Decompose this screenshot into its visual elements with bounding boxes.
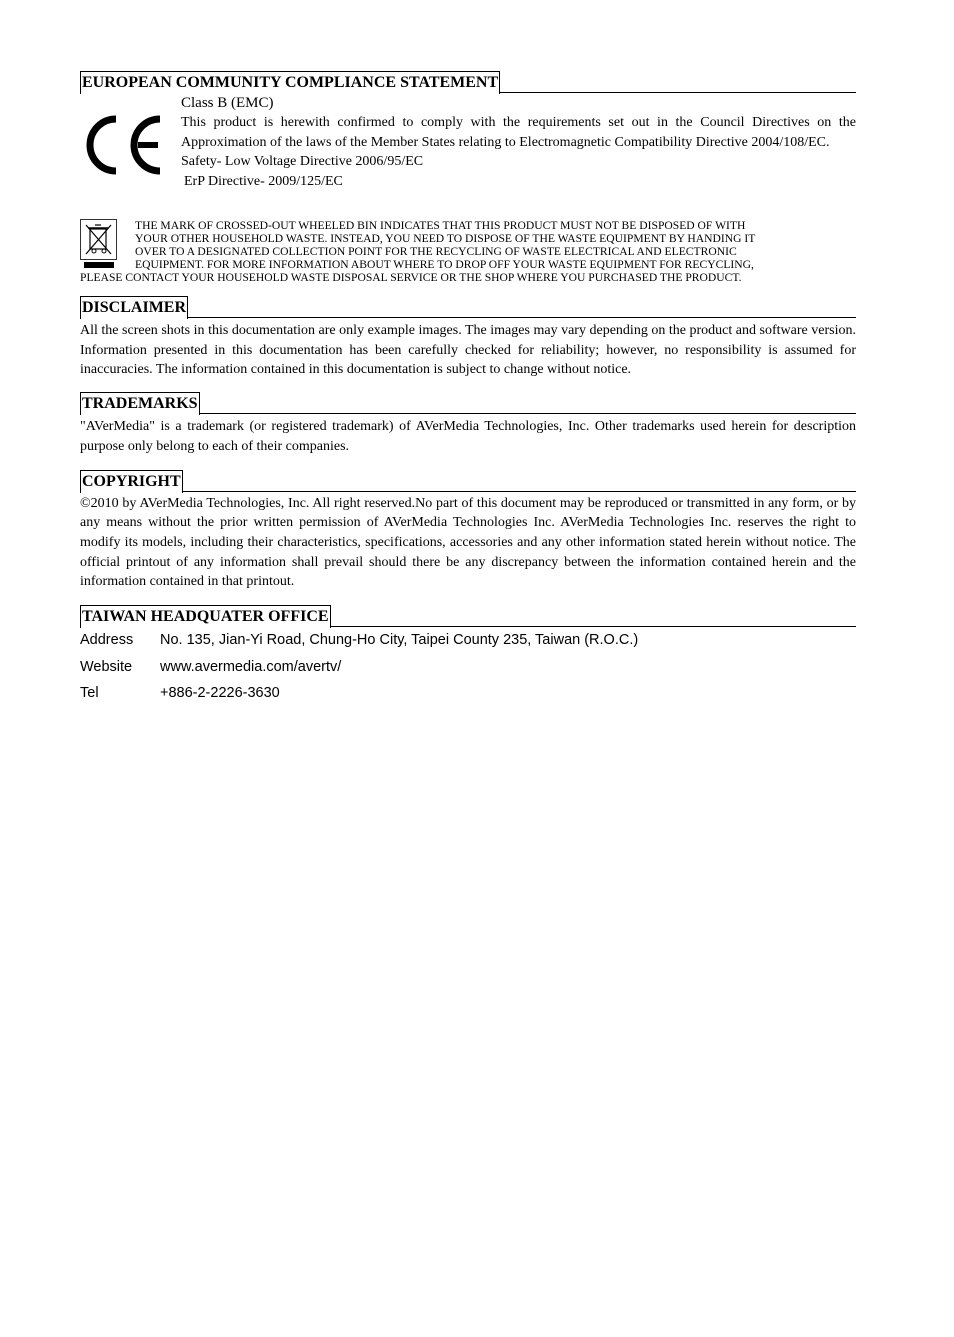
crossed-out-bin-icon: [80, 219, 118, 269]
contact-label: Address: [80, 632, 134, 649]
document-page: [80, 67, 856, 707]
weee-line-5: PLEASE CONTACT YOUR HOUSEHOLD WASTE DISPOSAL SERVICE OR THE SHOP WHERE YOU PURCHASED THE PRODUCT.: [80, 271, 742, 284]
trademarks-header: [80, 388, 856, 414]
copyright-section: [80, 466, 856, 593]
ec-erp: ErP Directive- 2009/125/EC: [184, 173, 343, 189]
contact-row-website: [80, 654, 856, 681]
ec-safety: Safety- Low Voltage Directive 2006/95/EC: [181, 154, 424, 169]
copyright-text: ©2010 by AVerMedia Technologies, Inc. All right reserved.No part of this document may be reproduced or transmitted in any form, or by any means without the prior written permission of AVerMedia Technologies Inc. AVerMedia Technologies Inc. reserves the right to modify its models, including their characteristics, specifications, accessories and any other information stated herein without notice. The official printout of any information shall prevail should there be any discrepancy between the information contained herein and the information contained in that printout.: [80, 495, 856, 590]
contact-value: +886-2-2226-3630: [160, 685, 280, 702]
trademarks-title: TRADEMARKS: [80, 392, 200, 415]
contact-row-address: [80, 627, 856, 654]
contact-row-tel: [80, 680, 856, 707]
copyright-header: [80, 466, 856, 492]
weee-line-2: YOUR OTHER HOUSEHOLD WASTE. INSTEAD, YOU NEED TO DISPOSE OF THE WASTE EQUIPMENT BY HANDING IT: [135, 232, 756, 245]
ec-text: [181, 93, 856, 191]
office-title: TAIWAN HEADQUATER OFFICE: [80, 605, 331, 628]
ec-section-header: [80, 67, 856, 93]
contact-label: Tel: [80, 685, 99, 702]
trademarks-text: "AVerMedia" is a trademark (or registered trademark) of AVerMedia Technologies, Inc. Other trademarks used herein for description purpose only belong to each of their companies.: [80, 419, 856, 454]
ec-class: Class B (EMC): [181, 95, 274, 111]
weee-line-1: THE MARK OF CROSSED-OUT WHEELED BIN INDICATES THAT THIS PRODUCT MUST NOT BE DISPOSED OF WITH: [135, 219, 746, 232]
contact-value: No. 135, Jian-Yi Road, Chung-Ho City, Taipei County 235, Taiwan (R.O.C.): [160, 632, 639, 649]
weee-line-3: OVER TO A DESIGNATED COLLECTION POINT FOR THE RECYCLING OF WASTE ELECTRICAL AND ELECTRONIC: [135, 245, 737, 258]
disclaimer-title: DISCLAIMER: [80, 296, 188, 319]
ec-paragraph: This product is herewith confirmed to comply with the requirements set out in the Council Directives on the Approximation of the laws of the Member States relating to Electromagnetic Compatibility Directive 2004/108/EC.: [181, 115, 856, 150]
disclaimer-text: All the screen shots in this documentation are only example images. The images may vary depending on the product and software version. Information presented in this documentation has been carefully checked for reliability; however, no responsibility is assumed for inaccuracies. The information contained in this documentation is subject to change without notice.: [80, 323, 856, 378]
disclaimer-section: [80, 292, 856, 380]
weee-line-4: EQUIPMENT. FOR MORE INFORMATION ABOUT WHERE TO DROP OFF YOUR WASTE EQUIPMENT FOR RECYCLING,: [135, 258, 754, 271]
ec-section-title: EUROPEAN COMMUNITY COMPLIANCE STATEMENT: [80, 71, 500, 94]
contact-value: www.avermedia.com/avertv/: [160, 658, 342, 675]
weee-notice: [80, 219, 856, 284]
office-header: [80, 601, 856, 627]
copyright-title: COPYRIGHT: [80, 470, 183, 493]
ce-mark-icon: [80, 115, 162, 175]
disclaimer-header: [80, 292, 856, 318]
ec-section: [80, 67, 856, 284]
ec-body: [80, 93, 856, 219]
trademarks-section: [80, 388, 856, 456]
office-contact: [80, 627, 856, 707]
contact-label: Website: [80, 658, 133, 675]
office-section: [80, 601, 856, 707]
